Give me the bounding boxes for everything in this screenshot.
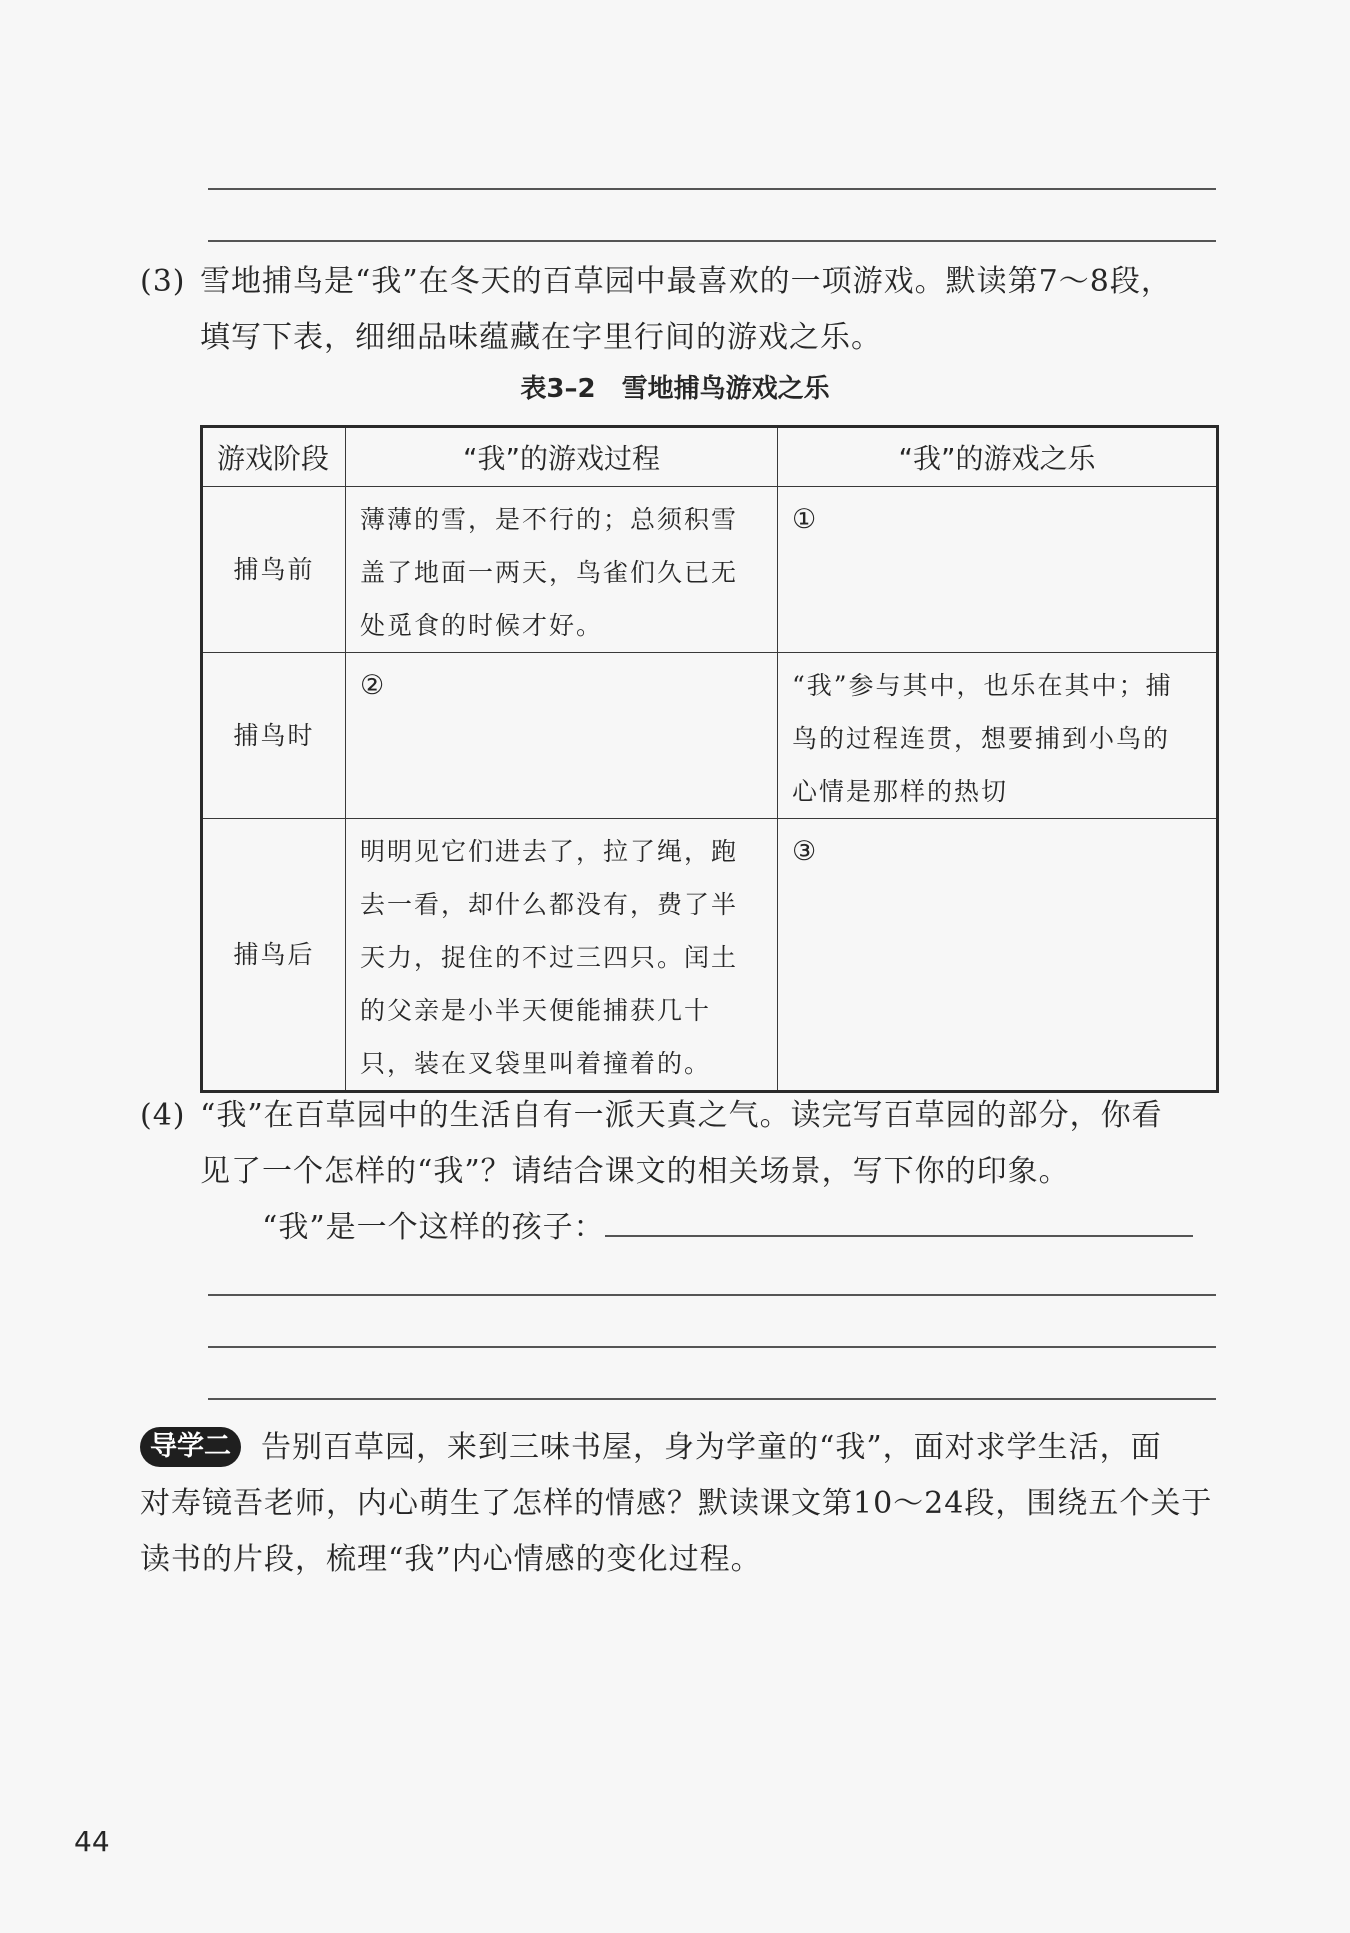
answer-line[interactable] xyxy=(208,1398,1216,1400)
joy-line: “我”参与其中，也乐在其中；捕 xyxy=(792,671,1173,700)
process-line: 处觅食的时候才好。 xyxy=(360,611,604,640)
table-row xyxy=(202,653,1218,819)
table-header: “我”的游戏过程 xyxy=(346,427,778,487)
process-line: 只，装在叉袋里叫着撞着的。 xyxy=(360,1049,712,1078)
question-3 xyxy=(140,254,1172,366)
answer-line[interactable] xyxy=(208,1346,1216,1348)
blank-marker: ③ xyxy=(792,836,819,867)
guide-two-section xyxy=(140,1420,1212,1588)
table-caption: 表3–2 雪地捕鸟游戏之乐 xyxy=(520,374,830,404)
table-row xyxy=(202,487,1218,653)
process-line: 明明见它们进去了，拉了绳，跑 xyxy=(360,837,739,866)
game-table xyxy=(200,425,1219,1093)
answer-line[interactable] xyxy=(605,1205,1193,1237)
joy-line: 鸟的过程连贯，想要捕到小鸟的 xyxy=(792,724,1171,753)
guide-text: 读书的片段，梳理“我”内心情感的变化过程。 xyxy=(140,1542,762,1577)
table-header: 游戏阶段 xyxy=(202,427,346,487)
stage-cell: 捕鸟后 xyxy=(202,819,346,1092)
process-cell xyxy=(346,487,778,653)
guide-text: 对寿镜吾老师，内心萌生了怎样的情感？默读课文第10～24段，围绕五个关于 xyxy=(140,1486,1213,1521)
process-line: 天力，捉住的不过三四只。闰土 xyxy=(360,943,739,972)
process-line: 盖了地面一两天，鸟雀们久已无 xyxy=(360,558,739,587)
question-text: 雪地捕鸟是“我”在冬天的百草园中最喜欢的一项游戏。默读第7～8段， xyxy=(200,264,1172,299)
page-number: 44 xyxy=(74,1825,110,1858)
blank-marker: ② xyxy=(360,670,387,701)
stage-cell: 捕鸟时 xyxy=(202,653,346,819)
answer-line[interactable] xyxy=(208,1294,1216,1296)
question-number: (4) xyxy=(140,1098,186,1133)
question-4 xyxy=(140,1088,1193,1256)
process-cell[interactable] xyxy=(346,653,778,819)
process-line: 的父亲是小半天便能捕获几十 xyxy=(360,996,712,1025)
question-text: “我”在百草园中的生活自有一派天真之气。读完写百草园的部分，你看 xyxy=(200,1098,1163,1133)
question-text: 见了一个怎样的“我”？请结合课文的相关场景，写下你的印象。 xyxy=(200,1154,1070,1189)
table-header: “我”的游戏之乐 xyxy=(778,427,1218,487)
process-cell xyxy=(346,819,778,1092)
guide-badge: 导学二 xyxy=(140,1427,241,1467)
stage-cell: 捕鸟前 xyxy=(202,487,346,653)
joy-cell[interactable] xyxy=(778,819,1218,1092)
blank-marker: ① xyxy=(792,504,819,535)
guide-text: 告别百草园，来到三味书屋，身为学童的“我”，面对求学生活，面 xyxy=(261,1430,1162,1465)
table-row xyxy=(202,819,1218,1092)
answer-line[interactable] xyxy=(208,240,1216,242)
joy-line: 心情是那样的热切 xyxy=(792,777,1009,806)
question-number: (3) xyxy=(140,264,186,299)
answer-prompt: “我”是一个这样的孩子： xyxy=(262,1210,605,1245)
joy-cell xyxy=(778,653,1218,819)
process-line: 去一看，却什么都没有，费了半 xyxy=(360,890,739,919)
joy-cell[interactable] xyxy=(778,487,1218,653)
question-text: 填写下表，细细品味蕴藏在字里行间的游戏之乐。 xyxy=(200,320,882,355)
process-line: 薄薄的雪，是不行的；总须积雪 xyxy=(360,505,739,534)
answer-line[interactable] xyxy=(208,188,1216,190)
table-header-row xyxy=(202,427,1218,487)
